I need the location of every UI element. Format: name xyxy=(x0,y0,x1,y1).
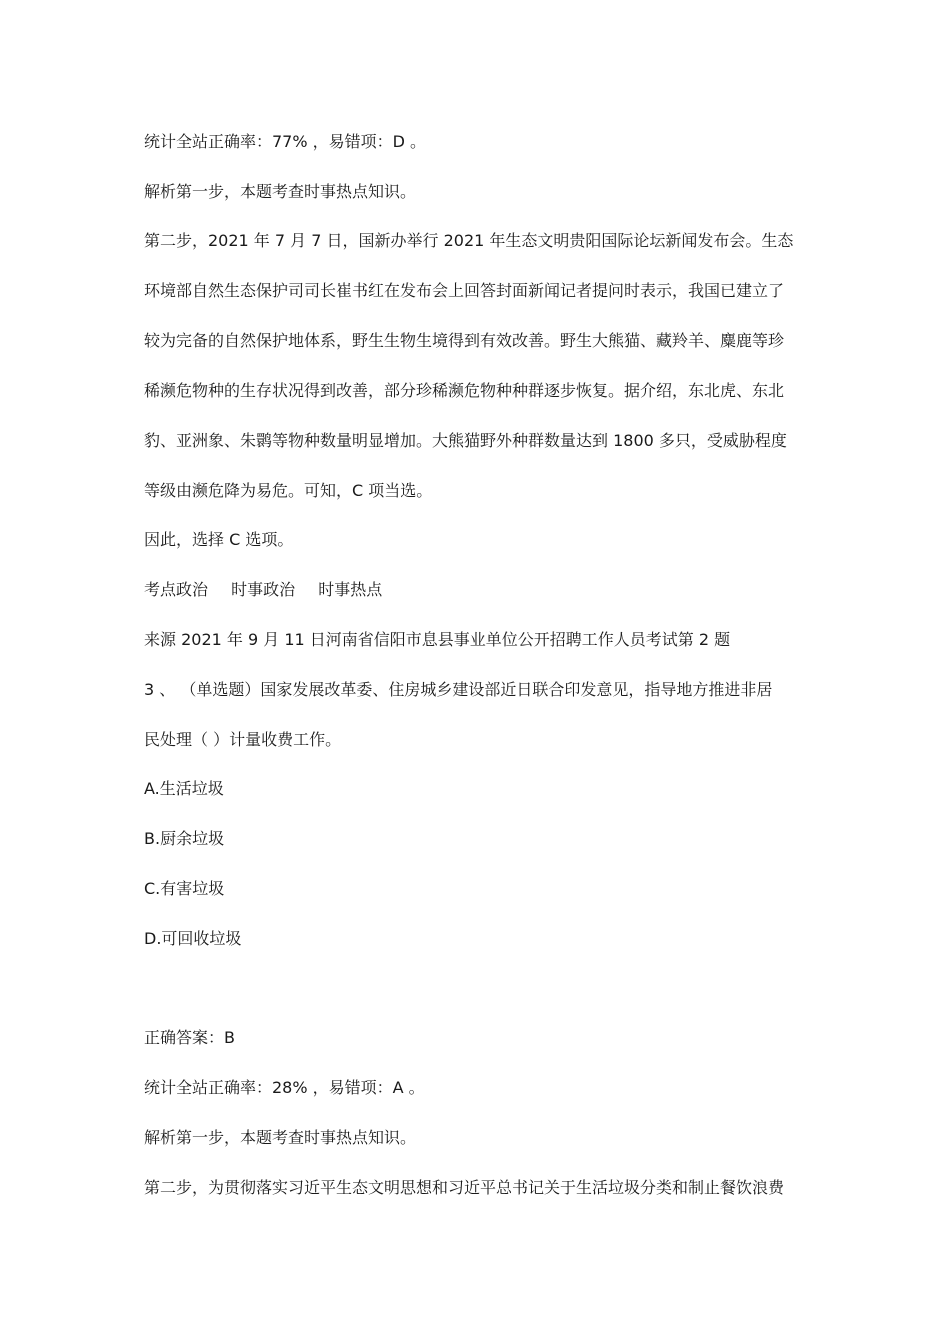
q2-analysis-line: 豹、亚洲象、朱鹮等物种数量明显增加。大熊猫野外种群数量达到 1800 多只，受威胁程度 xyxy=(144,431,787,450)
q2-tags xyxy=(144,579,814,601)
q3-option-b: B.厨余垃圾 xyxy=(144,829,225,848)
q3-answer: 正确答案：B xyxy=(144,1028,235,1047)
q3-stem-line2: 民处理（ ）计量收费工作。 xyxy=(144,730,342,749)
q2-analysis-step1: 解析第一步，本题考查时事热点知识。 xyxy=(144,182,417,201)
q3-stats: 统计全站正确率：28% ，易错项：A 。 xyxy=(144,1078,425,1097)
q3-stem-line1: 3 、 （单选题）国家发展改革委、住房城乡建设部近日联合印发意见，指导地方推进非居 xyxy=(144,680,773,699)
q2-analysis-line: 稀濒危物种的生存状况得到改善，部分珍稀濒危物种种群逐步恢复。据介绍，东北虎、东北 xyxy=(144,381,785,400)
tag: 考点政治 xyxy=(144,580,209,599)
q3-option-c: C.有害垃圾 xyxy=(144,879,225,898)
q2-analysis-line: 较为完备的自然保护地体系，野生生物生境得到有效改善。野生大熊猫、藏羚羊、麋鹿等珍 xyxy=(144,331,785,350)
q2-analysis-line: 环境部自然生态保护司司长崔书红在发布会上回答封面新闻记者提问时表示，我国已建立了 xyxy=(144,281,785,300)
q2-source: 来源 2021 年 9 月 11 日河南省信阳市息县事业单位公开招聘工作人员考试第 2 题 xyxy=(144,630,731,649)
q3-analysis-step1: 解析第一步，本题考查时事热点知识。 xyxy=(144,1128,417,1147)
q2-analysis-line: 等级由濒危降为易危。可知，C 项当选。 xyxy=(144,481,433,500)
q3-option-d: D.可回收垃圾 xyxy=(144,929,242,948)
q2-stats: 统计全站正确率：77% ，易错项：D 。 xyxy=(144,132,427,151)
q3-option-a: A.生活垃圾 xyxy=(144,779,224,798)
q2-analysis-line: 第二步，2021 年 7 月 7 日，国新办举行 2021 年生态文明贵阳国际论坛新闻发布会。生态 xyxy=(144,231,794,250)
q2-conclusion: 因此，选择 C 选项。 xyxy=(144,530,294,549)
tag: 时事热点 xyxy=(318,580,383,599)
q3-analysis-step2: 第二步，为贯彻落实习近平生态文明思想和习近平总书记关于生活垃圾分类和制止餐饮浪费 xyxy=(144,1178,785,1197)
tag: 时事政治 xyxy=(231,580,296,599)
